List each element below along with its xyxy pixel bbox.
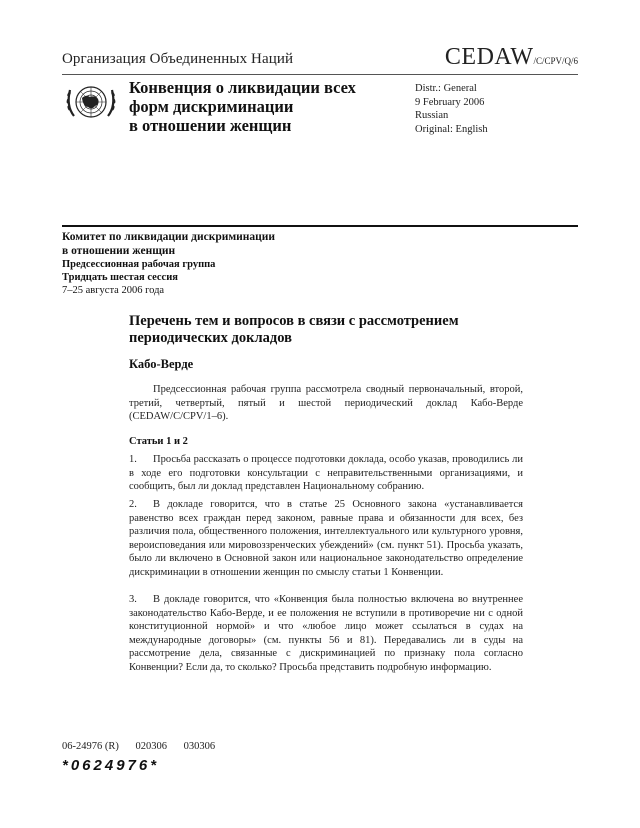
document-title-line: периодических докладов [129, 330, 292, 346]
document-symbol [445, 44, 578, 71]
footer-date-1: 020306 [135, 741, 167, 752]
job-number: 06-24976 (R) [62, 741, 119, 752]
symbol-main: CEDAW [444, 44, 534, 70]
document-title-line: Перечень тем и вопросов в связи с рассмотрением [129, 313, 459, 329]
symbol-suffix: /C/CPV/Q/6 [533, 56, 578, 66]
document-title [129, 313, 529, 347]
paragraph-text: В докладе говорится, что «Конвенция была полностью включена во внутреннее законодательство Кабо-Верде, и ее положения не вступили в противоречие ни с одной конституционной нормой» и что «любое лицо может ссылаться в судах на международные договоры» (см. пункты 56 и 81). Передавались ли в суды на рассмотрение дела, связанные с дискриминацией по признаку пола согласно Конвенции? Если да, то сколько? Просьба представить подробную информацию. [129, 594, 523, 673]
barcode-text: *0624976* [62, 757, 160, 774]
session-dates: 7–25 августа 2006 года [62, 285, 165, 296]
distribution-date: 9 February 2006 [415, 96, 485, 108]
country-heading: Кабо-Верде [129, 357, 194, 371]
convention-title-line: форм дискриминации [129, 97, 294, 116]
footer-codes [62, 741, 229, 752]
committee-title-line: Комитет по ликвидации дискриминации [62, 231, 276, 243]
paragraph-number: 3. [129, 594, 137, 605]
committee-title-line: в отношении женщин [62, 244, 176, 257]
convention-title [129, 78, 356, 135]
section-rule [62, 225, 578, 227]
paragraph-text: В докладе говорится, что в статье 25 Основного закона «устанавливается равенство всех граждан перед законом, равные права и обязанности для всех, без различия пола, общественного положения, интеллектуального или культурного уровня, вероисповедания или мировоззренческих убеждений» (см. пункт 51). Просьба указать, было ли включено в Основной закон или национальное законодательство определение дискриминации в отношении женщин по смыслу статьи 1 Конвенции. [129, 499, 523, 578]
intro-paragraph: Предсессионная рабочая группа рассмотрела сводный первоначальный, второй, третий, четвертый, пятый и шестой периодический доклад Кабо-Верде (CEDAW/C/CPV/1–6). [129, 384, 523, 422]
un-emblem-icon [62, 78, 120, 128]
footer-date-2: 030306 [183, 741, 216, 752]
paragraph-number: 1. [129, 454, 137, 465]
convention-title-line: в отношении женщин [129, 116, 292, 135]
distribution-block [415, 82, 488, 136]
committee-block [62, 231, 382, 297]
paragraph-2 [129, 498, 523, 579]
organization-name: Организация Объединенных Наций [62, 51, 294, 67]
original-language: Original: English [415, 123, 488, 135]
paragraph-text: Просьба рассказать о процессе подготовки доклада, особо указав, проводились ли в ходе его подготовки консультации с неправительственными организациями, и сообщить, был ли доклад представлен Национальному собранию. [129, 454, 523, 492]
paragraph-3 [129, 593, 523, 674]
convention-title-line: Конвенция о ликвидации всех [129, 78, 356, 97]
session: Тридцать шестая сессия [62, 272, 178, 283]
section-heading: Статьи 1 и 2 [129, 436, 188, 447]
header-rule [62, 74, 578, 75]
distribution-language: Russian [415, 110, 449, 121]
working-group: Предсессионная рабочая группа [62, 259, 216, 270]
paragraph-number: 2. [129, 499, 137, 510]
distribution-line: Distr.: General [415, 83, 477, 94]
paragraph-1 [129, 453, 523, 494]
